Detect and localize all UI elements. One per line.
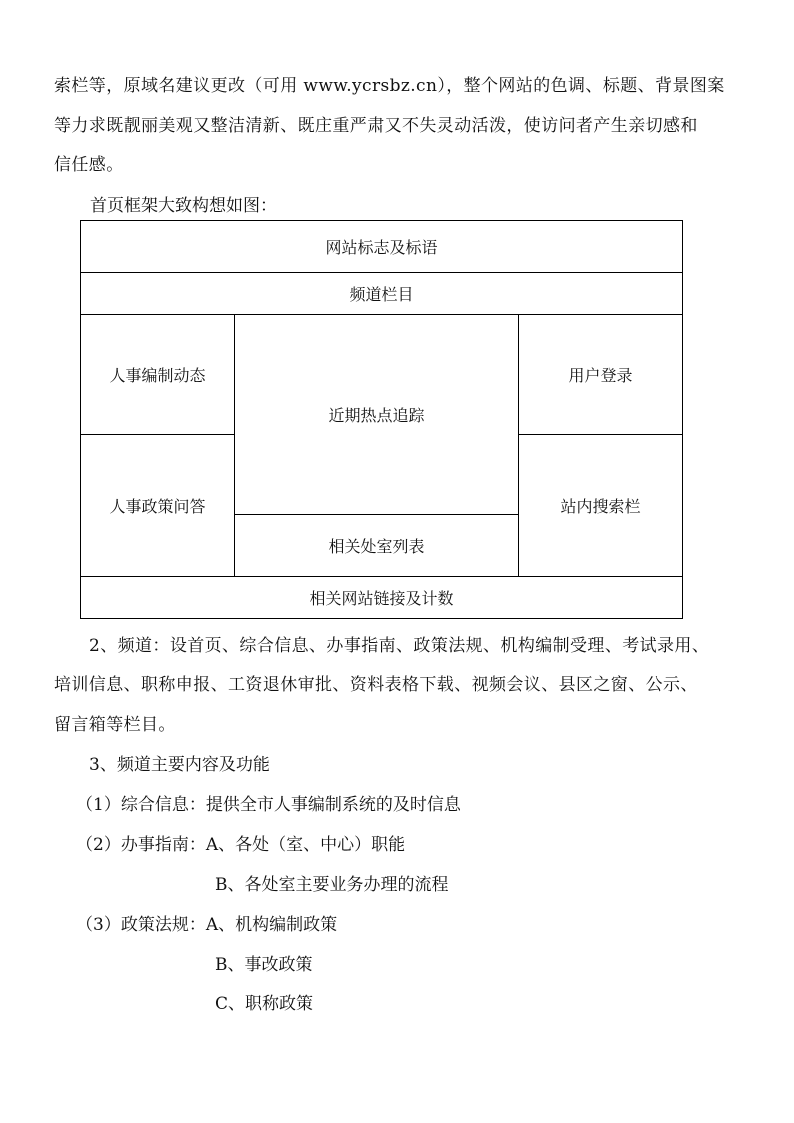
list-item: （2）办事指南：A、各处（室、中心）职能 <box>76 835 406 855</box>
homepage-frame-diagram <box>80 220 683 619</box>
frame-links-cell: 相关网站链接及计数 <box>81 577 683 619</box>
frame-offices-cell: 相关处室列表 <box>235 515 519 577</box>
intro-line-2: 等力求既靓丽美观又整洁清新、既庄重严肃又不失灵动活泼，使访问者产生亲切感和 <box>54 116 698 136</box>
intro-line-3: 信任感。 <box>54 155 124 175</box>
list-item: （3）政策法规：A、机构编制政策 <box>76 915 338 935</box>
section-2-line-2: 培训信息、职称申报、工资退休审批、资料表格下载、视频会议、县区之窗、公示、 <box>54 675 698 695</box>
frame-caption: 首页框架大致构想如图： <box>90 196 277 216</box>
list-item: B、各处室主要业务办理的流程 <box>215 875 449 895</box>
frame-hot-cell: 近期热点追踪 <box>235 315 519 515</box>
list-item: C、职称政策 <box>215 994 314 1014</box>
section-2-line-1: 2、频道：设首页、综合信息、办事指南、政策法规、机构编制受理、考试录用、 <box>89 636 710 656</box>
intro-line-1: 索栏等，原域名建议更改（可用 www.ycrsbz.cn），整个网站的色调、标题、背景图案 <box>54 76 725 96</box>
frame-logo-cell: 网站标志及标语 <box>81 221 683 273</box>
list-item: （1）综合信息：提供全市人事编制系统的及时信息 <box>76 795 461 815</box>
frame-qa-cell: 人事政策问答 <box>81 435 235 577</box>
frame-news-cell: 人事编制动态 <box>81 315 235 435</box>
section-3-heading: 3、频道主要内容及功能 <box>89 755 270 775</box>
frame-login-cell: 用户登录 <box>519 315 683 435</box>
section-2-line-3: 留言箱等栏目。 <box>54 715 176 735</box>
frame-search-cell: 站内搜索栏 <box>519 435 683 577</box>
frame-channels-cell: 频道栏目 <box>81 273 683 315</box>
list-item: B、事改政策 <box>215 955 313 975</box>
